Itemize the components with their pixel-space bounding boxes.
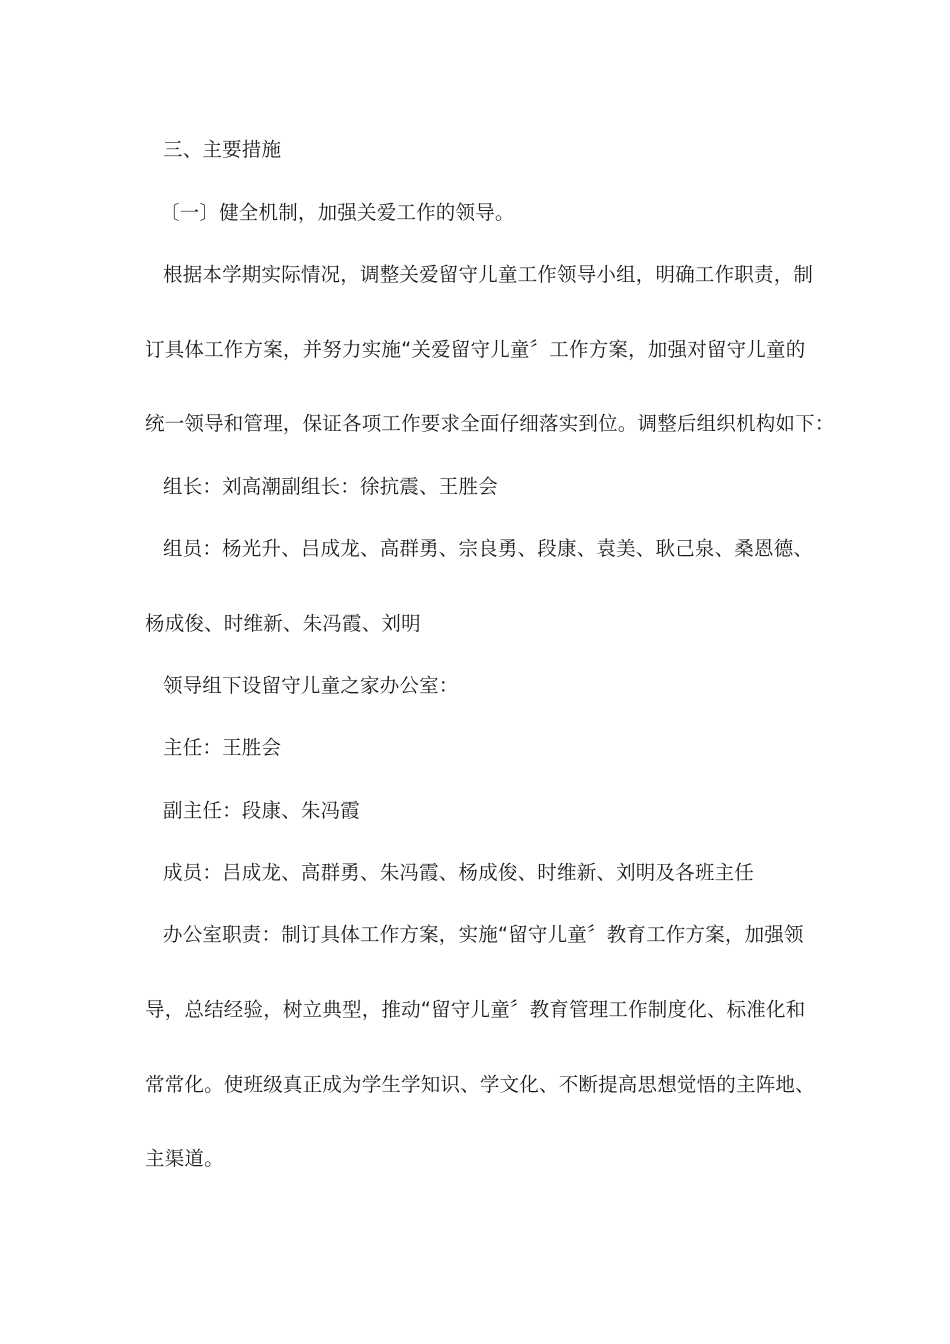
subsection-heading: 〔一〕健全机制，加强关爱工作的领导。 [160, 201, 515, 224]
members-line: 组员：杨光升、吕成龙、高群勇、宗良勇、段康、袁美、耿己泉、桑恩德、 [163, 537, 814, 560]
paragraph-line: 办公室职责：制订具体工作方案，实施“留守儿童〞教育工作方案，加强领 [163, 923, 804, 946]
paragraph-line: 常常化。使班级真正成为学生学知识、学文化、不断提高思想觉悟的主阵地、 [145, 1073, 815, 1096]
section-heading: 三、主要措施 [163, 138, 282, 161]
paragraph-line: 订具体工作方案，并努力实施“关爱留守儿童〞工作方案，加强对留守儿童的 [145, 338, 806, 361]
deputy-director-line: 副主任：段康、朱冯霞 [163, 799, 361, 822]
paragraph-line: 根据本学期实际情况，调整关爱留守儿童工作领导小组，明确工作职责，制 [163, 263, 814, 286]
members-line: 杨成俊、时维新、朱冯霞、刘明 [145, 612, 421, 635]
director-line: 主任：王胜会 [163, 736, 282, 759]
paragraph-line: 统一领导和管理，保证各项工作要求全面仔细落实到位。调整后组织机构如下： [145, 412, 835, 435]
office-members-line: 成员：吕成龙、高群勇、朱冯霞、杨成俊、时维新、刘明及各班主任 [163, 861, 755, 884]
office-intro-line: 领导组下设留守儿童之家办公室： [163, 674, 459, 697]
paragraph-line: 导，总结经验，树立典型，推动“留守儿童〞教育管理工作制度化、标准化和 [145, 998, 806, 1021]
paragraph-line: 主渠道。 [145, 1147, 224, 1170]
leader-line: 组长：刘高潮副组长：徐抗震、王胜会 [163, 475, 498, 498]
